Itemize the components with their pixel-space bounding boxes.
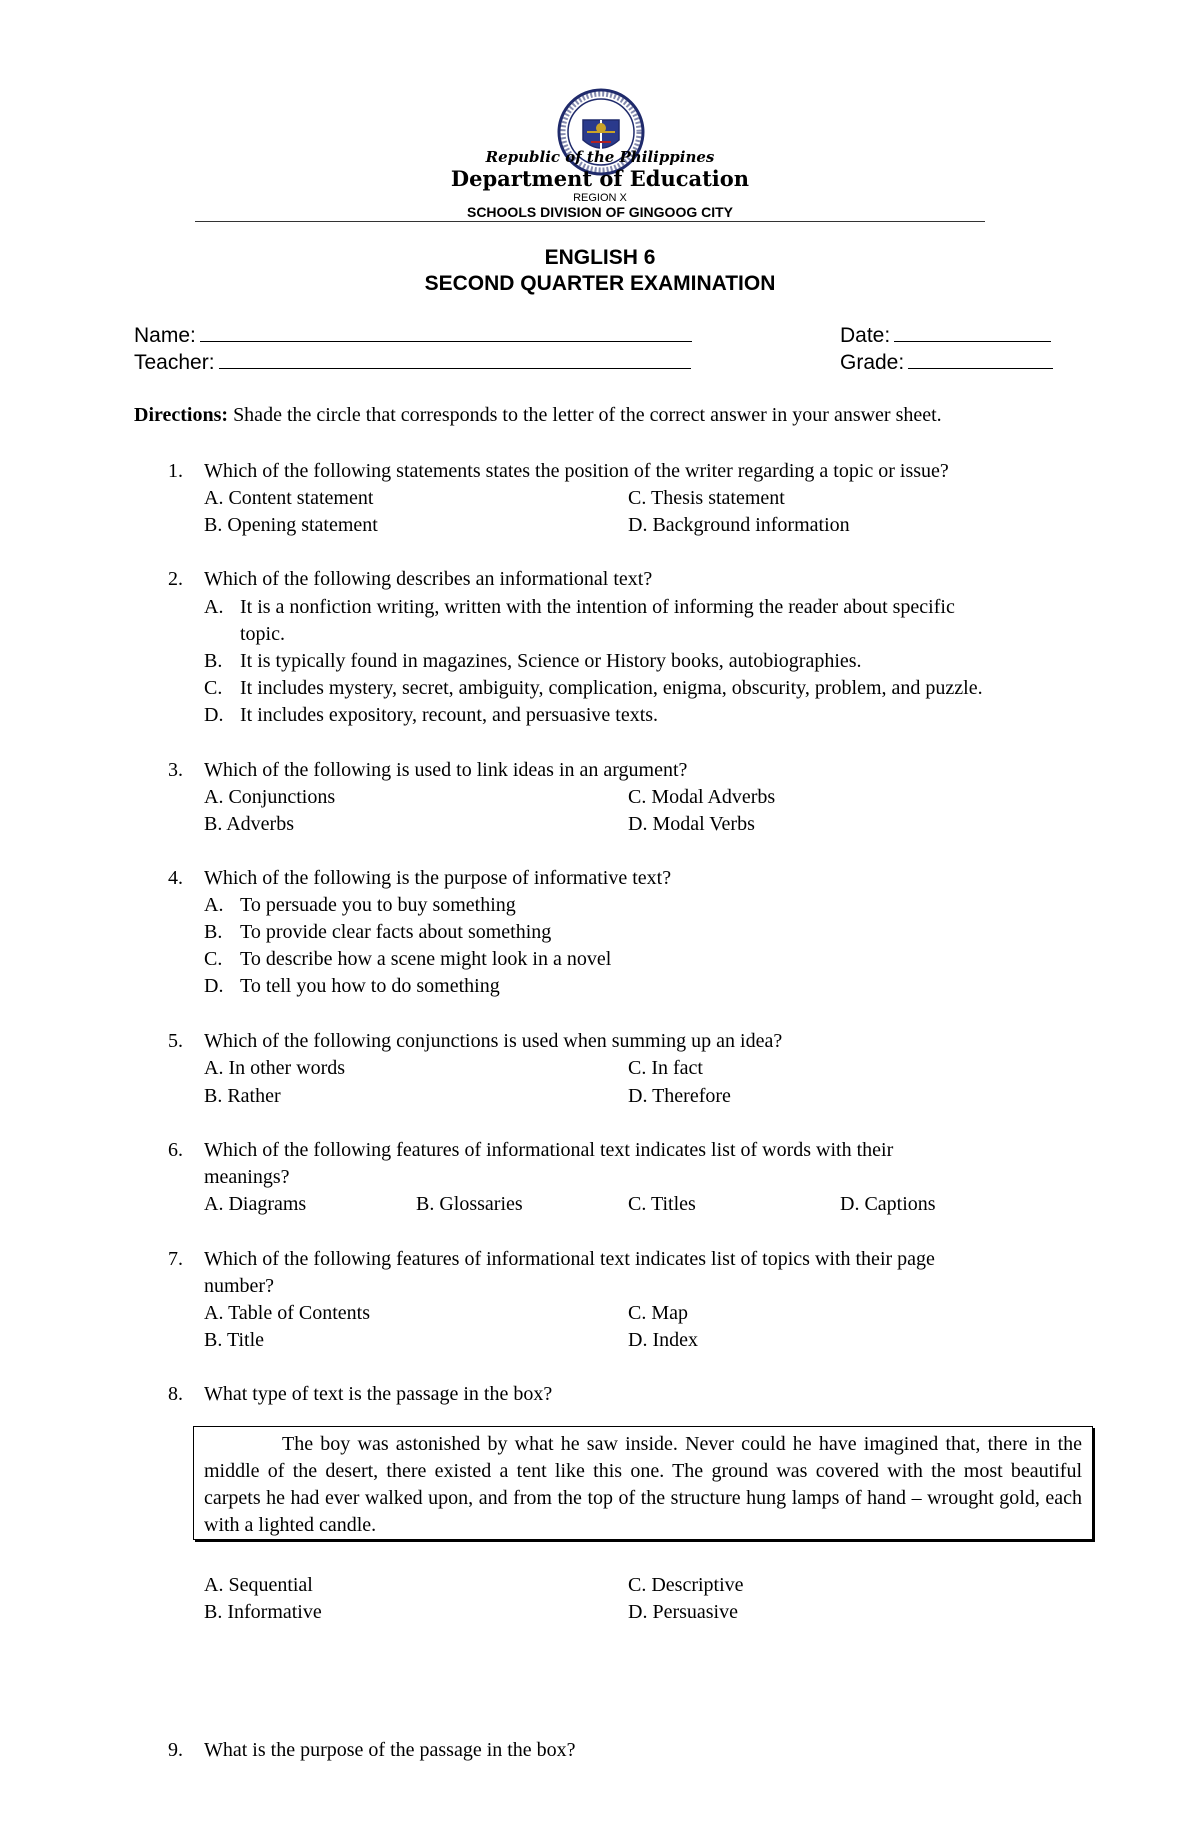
division-line: SCHOOLS DIVISION OF GINGOOG CITY	[466, 204, 734, 220]
option-text: To tell you how to do something	[240, 975, 500, 997]
option-b[interactable]: B. Informative	[204, 1601, 322, 1623]
question-stem: Which of the following conjunctions is used when summing up an idea?	[204, 1030, 783, 1052]
option-c[interactable]: C. Modal Adverbs	[628, 786, 776, 808]
option-d[interactable]: D. Therefore	[628, 1085, 731, 1107]
question-stem: Which of the following statements states the position of the writer regarding a topic or issue?	[204, 460, 949, 482]
option-letter: A.	[204, 596, 224, 618]
option-d[interactable]	[204, 975, 500, 998]
exam-subject: ENGLISH 6	[544, 246, 656, 269]
teacher-blank[interactable]	[219, 354, 691, 369]
teacher-label: Teacher:	[134, 351, 215, 374]
option-a-continued: topic.	[240, 623, 285, 645]
passage-box	[193, 1426, 1093, 1540]
option-b[interactable]: B. Adverbs	[204, 813, 294, 835]
question-number: 3.	[168, 759, 183, 781]
question-stem-continued: number?	[204, 1275, 274, 1297]
option-a[interactable]: A. Sequential	[204, 1574, 313, 1596]
option-text: It is a nonfiction writing, written with the intention of informing the reader about specific	[240, 596, 955, 618]
question-stem: What type of text is the passage in the box?	[204, 1383, 553, 1405]
option-a[interactable]: A. Table of Contents	[204, 1302, 370, 1324]
option-b[interactable]	[204, 921, 551, 944]
option-d[interactable]: D. Background information	[628, 514, 850, 536]
question-stem: Which of the following features of informational text indicates list of topics with their page	[204, 1248, 935, 1270]
option-b[interactable]	[204, 650, 862, 673]
question-number: 5.	[168, 1030, 183, 1052]
option-text: To persuade you to buy something	[240, 894, 516, 916]
question-stem: Which of the following features of informational text indicates list of words with their	[204, 1139, 894, 1161]
teacher-field[interactable]	[134, 351, 691, 375]
option-b[interactable]: B. Title	[204, 1329, 265, 1351]
option-letter: B.	[204, 650, 223, 672]
date-label: Date:	[840, 324, 891, 347]
header-divider	[195, 221, 985, 222]
option-text: It includes expository, recount, and persuasive texts.	[240, 704, 659, 726]
question-stem-continued: meanings?	[204, 1166, 290, 1188]
option-letter: A.	[204, 894, 224, 916]
directions	[134, 404, 942, 427]
option-d[interactable]: D. Index	[628, 1329, 698, 1351]
option-b[interactable]: B. Rather	[204, 1085, 281, 1107]
option-d[interactable]: D. Captions	[840, 1193, 936, 1215]
directions-text: Shade the circle that corresponds to the letter of the correct answer in your answer sheet.	[233, 404, 942, 426]
option-c[interactable]: C. In fact	[628, 1057, 703, 1079]
option-text: It is typically found in magazines, Science or History books, autobiographies.	[240, 650, 862, 672]
question-stem: Which of the following is used to link ideas in an argument?	[204, 759, 688, 781]
republic-line: Republic of the Philippines	[485, 148, 715, 166]
option-a[interactable]: A. Diagrams	[204, 1193, 307, 1215]
date-blank[interactable]	[894, 327, 1051, 342]
option-letter: D.	[204, 975, 224, 997]
option-c[interactable]	[204, 948, 611, 971]
option-b[interactable]: B. Glossaries	[416, 1193, 523, 1215]
grade-blank[interactable]	[908, 354, 1053, 369]
grade-label: Grade:	[840, 351, 905, 374]
option-a[interactable]: A. Content statement	[204, 487, 374, 509]
question-number: 7.	[168, 1248, 183, 1270]
name-field[interactable]	[134, 324, 692, 348]
passage-text: The boy was astonished by what he saw inside. Never could he have imagined that, there in the middle of the desert, there existed a tent like this one. The ground was covered with the most beautiful carpets he had ever walked upon, and from the top of the structure hung lamps of hand – wrought gold, each with a lighted candle.	[204, 1433, 1082, 1536]
question-number: 2.	[168, 568, 183, 590]
region-line: REGION X	[573, 192, 627, 204]
option-d[interactable]	[204, 704, 658, 727]
option-letter: B.	[204, 921, 223, 943]
option-text: To describe how a scene might look in a novel	[240, 948, 612, 970]
option-c[interactable]: C. Thesis statement	[628, 487, 785, 509]
question-number: 1.	[168, 460, 183, 482]
question-number: 8.	[168, 1383, 183, 1405]
grade-field[interactable]	[840, 351, 1053, 375]
question-stem: What is the purpose of the passage in the box?	[204, 1739, 576, 1761]
option-letter: C.	[204, 948, 223, 970]
option-a[interactable]: A. Conjunctions	[204, 786, 336, 808]
option-d[interactable]: D. Persuasive	[628, 1601, 738, 1623]
question-number: 6.	[168, 1139, 183, 1161]
option-a[interactable]	[204, 894, 516, 917]
name-label: Name:	[134, 324, 196, 347]
option-text: It includes mystery, secret, ambiguity, complication, enigma, obscurity, problem, and puzzle.	[240, 677, 983, 699]
date-field[interactable]	[840, 324, 1051, 348]
question-stem: Which of the following is the purpose of informative text?	[204, 867, 672, 889]
option-d[interactable]: D. Modal Verbs	[628, 813, 755, 835]
option-letter: C.	[204, 677, 223, 699]
option-a[interactable]: A. In other words	[204, 1057, 346, 1079]
option-c[interactable]	[204, 677, 983, 700]
exam-title: SECOND QUARTER EXAMINATION	[424, 272, 776, 295]
option-c[interactable]: C. Map	[628, 1302, 688, 1324]
option-letter: D.	[204, 704, 224, 726]
question-number: 9.	[168, 1739, 183, 1761]
option-b[interactable]: B. Opening statement	[204, 514, 378, 536]
question-number: 4.	[168, 867, 183, 889]
department-line: Department of Education	[450, 166, 750, 191]
name-blank[interactable]	[200, 327, 692, 342]
option-a[interactable]	[204, 596, 955, 619]
option-c[interactable]: C. Titles	[628, 1193, 696, 1215]
question-stem: Which of the following describes an informational text?	[204, 568, 653, 590]
option-text: To provide clear facts about something	[240, 921, 552, 943]
option-c[interactable]: C. Descriptive	[628, 1574, 744, 1596]
directions-label: Directions:	[134, 404, 229, 426]
